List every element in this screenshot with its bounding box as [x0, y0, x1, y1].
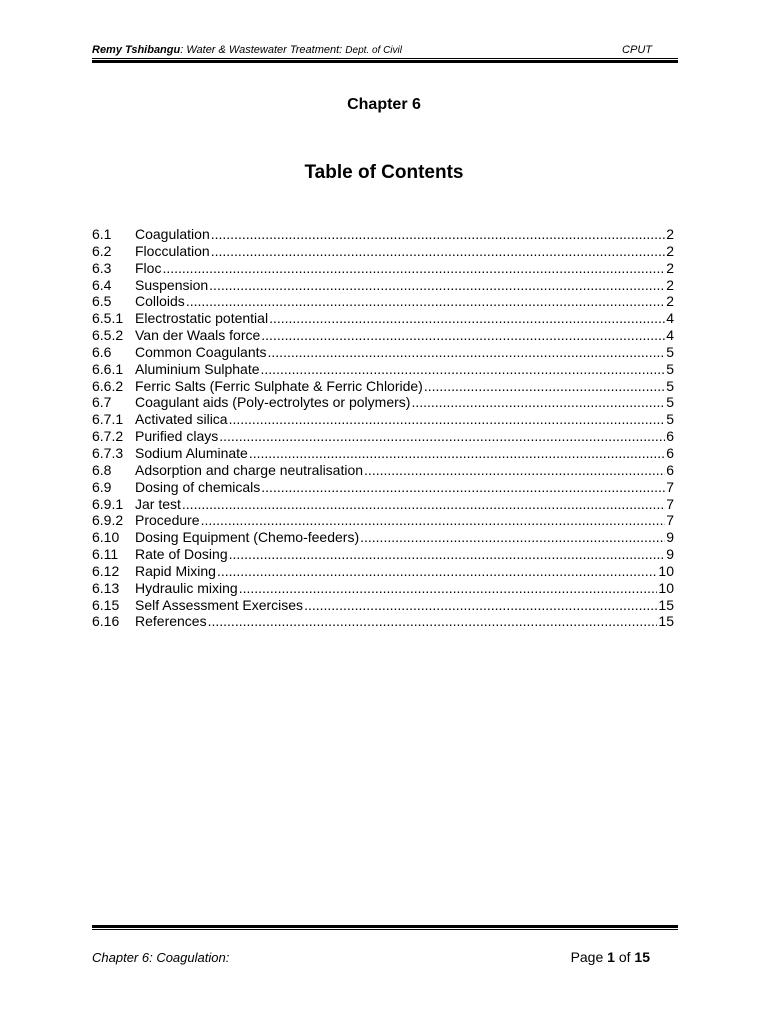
- toc-heading: Table of Contents: [304, 162, 464, 183]
- toc-entry: [92, 411, 674, 428]
- footer-chapter-label: Chapter 6: Coagulation: [92, 950, 226, 965]
- toc-entry-title: Ferric Salts (Ferric Sulphate & Ferric Chloride): [135, 377, 423, 394]
- toc-entry-page: 4: [666, 310, 674, 327]
- footer-chapter-suffix: :: [225, 950, 230, 965]
- toc-entry-title: Rate of Dosing: [135, 546, 228, 563]
- toc-entry-page: 2: [666, 276, 674, 293]
- toc-entry-page: 7: [666, 512, 674, 529]
- toc-entry-title: Procedure: [135, 512, 200, 529]
- toc-dot-leader: [239, 580, 658, 597]
- toc-entry-number: 6.5.1: [92, 310, 124, 327]
- page-total: 15: [634, 949, 650, 965]
- toc-entry-number: 6.6: [92, 343, 112, 360]
- toc-dot-leader: [162, 260, 665, 277]
- toc-entry-number: 6.11: [92, 546, 119, 563]
- toc-entry-title: Self Assessment Exercises: [135, 596, 304, 613]
- toc-entry-page: 5: [666, 360, 674, 377]
- toc-entry-page: 5: [666, 343, 674, 360]
- toc-dot-leader: [261, 479, 665, 496]
- toc-entry-number: 6.12: [92, 562, 120, 579]
- header-author: Remy Tshibangu: [92, 44, 181, 56]
- toc-entry-number: 6.16: [92, 613, 120, 630]
- header-rule: [92, 58, 678, 63]
- toc-entry: [92, 546, 674, 563]
- toc-entry: [92, 327, 674, 344]
- toc-entry-page: 5: [666, 411, 674, 428]
- toc-entry: [92, 260, 674, 277]
- toc-dot-leader: [229, 546, 666, 563]
- toc-entry: [92, 613, 674, 630]
- toc-entry-title: Coagulation: [135, 226, 210, 242]
- toc-entry-title: Flocculation: [135, 242, 210, 259]
- toc-entry-number: 6.4: [92, 276, 112, 293]
- toc-entry-page: 9: [666, 546, 674, 563]
- toc-entry-page: 5: [666, 394, 674, 411]
- toc-entry-number: 6.5: [92, 293, 112, 310]
- toc-entry-title: Dosing of chemicals: [135, 478, 261, 495]
- page-number: [571, 949, 650, 965]
- toc-entry-page: 15: [658, 613, 674, 630]
- toc-entry: [92, 310, 674, 327]
- toc-dot-leader: [209, 277, 665, 294]
- toc-entry: [92, 361, 674, 378]
- toc-entry-page: 2: [666, 259, 674, 276]
- toc-entry-title: Common Coagulants: [135, 343, 267, 360]
- page-footer: [92, 950, 650, 966]
- header-dept: Dept. of Civil: [345, 45, 402, 56]
- toc-entry-number: 6.7.3: [92, 444, 124, 461]
- toc-entry-page: 10: [658, 579, 674, 596]
- toc-entry-title: Adsorption and charge neutralisation: [135, 461, 364, 478]
- toc-entry-title: Purified clays: [135, 428, 219, 445]
- toc-dot-leader: [211, 243, 666, 260]
- toc-entry-title: Suspension: [135, 276, 209, 293]
- toc-entry: [92, 580, 674, 597]
- toc-entry-page: 2: [666, 293, 674, 310]
- toc-entry-page: 10: [658, 562, 674, 579]
- toc-entry-number: 6.6.1: [92, 360, 124, 377]
- toc-entry: [92, 512, 674, 529]
- toc-entry-title: Rapid Mixing: [135, 562, 216, 579]
- toc-entry: [92, 277, 674, 294]
- toc-dot-leader: [182, 496, 665, 513]
- toc-entry-title: Floc: [135, 259, 162, 276]
- toc-dot-leader: [201, 512, 666, 529]
- toc-entry: [92, 293, 674, 310]
- toc-entry-number: 6.7: [92, 394, 112, 411]
- toc-entry-number: 6.15: [92, 596, 120, 613]
- page-current: 1: [607, 949, 615, 965]
- toc-entry-title: Dosing Equipment (Chemo-feeders): [135, 529, 360, 546]
- toc-entry-number: 6.6.2: [92, 377, 124, 394]
- toc-entry-number: 6.3: [92, 259, 112, 276]
- toc-dot-leader: [219, 428, 665, 445]
- toc-dot-leader: [208, 613, 658, 630]
- toc-entry: [92, 597, 674, 614]
- toc-entry: [92, 344, 674, 361]
- toc-dot-leader: [217, 563, 657, 580]
- toc-entry-title: Hydraulic mixing: [135, 579, 238, 596]
- toc-entry-title: Colloids: [135, 293, 185, 310]
- toc-dot-leader: [229, 411, 666, 428]
- toc-dot-leader: [360, 529, 665, 546]
- toc-entry-page: 2: [666, 242, 674, 259]
- toc-entry-number: 6.10: [92, 529, 120, 546]
- toc-entry: [92, 563, 674, 580]
- toc-entry-number: 6.9.2: [92, 512, 124, 529]
- toc-entry: [92, 428, 674, 445]
- toc-entry-number: 6.2: [92, 242, 112, 259]
- toc-entry-title: References: [135, 613, 207, 630]
- toc-entry-title: Activated silica: [135, 411, 228, 428]
- toc-entry-page: 5: [666, 377, 674, 394]
- toc-dot-leader: [249, 445, 665, 462]
- toc-dot-leader: [261, 361, 666, 378]
- toc-dot-leader: [261, 327, 665, 344]
- toc-entry-number: 6.7.1: [92, 411, 124, 428]
- toc-entry-title: Van der Waals force: [135, 327, 261, 344]
- toc-entry-page: 6: [666, 428, 674, 445]
- toc-entry-number: 6.1: [92, 226, 112, 242]
- toc-entry: [92, 394, 674, 411]
- toc-entry-title: Jar test: [135, 495, 181, 512]
- toc-dot-leader: [211, 226, 665, 243]
- toc-entry-number: 6.5.2: [92, 327, 124, 344]
- toc-entry-page: 15: [658, 596, 674, 613]
- toc-entry-title: Coagulant aids (Poly-ectrolytes or polymers): [135, 394, 411, 411]
- toc-entry-title: Aluminium Sulphate: [135, 360, 260, 377]
- page-header: [92, 44, 678, 58]
- toc-entry-title: Sodium Aluminate: [135, 444, 248, 461]
- table-of-contents: [92, 226, 674, 630]
- toc-entry-page: 4: [666, 327, 674, 344]
- toc-entry: [92, 378, 674, 395]
- toc-entry: [92, 479, 674, 496]
- toc-entry: [92, 496, 674, 513]
- toc-dot-leader: [364, 462, 665, 479]
- header-institution: CPUT: [622, 44, 652, 56]
- toc-entry-number: 6.9: [92, 478, 112, 495]
- toc-dot-leader: [186, 293, 665, 310]
- header-title: : Water & Wastewater Treatment:: [180, 44, 346, 56]
- toc-dot-leader: [268, 344, 666, 361]
- page-of: of: [614, 949, 635, 965]
- toc-entry-page: 7: [666, 478, 674, 495]
- toc-entry: [92, 226, 674, 243]
- toc-entry-page: 7: [666, 495, 674, 512]
- toc-entry-page: 2: [666, 226, 674, 242]
- toc-entry-title: Electrostatic potential: [135, 310, 269, 327]
- toc-entry-page: 9: [666, 529, 674, 546]
- toc-entry: [92, 243, 674, 260]
- footer-rule: [92, 925, 678, 930]
- page-word: Page: [570, 949, 608, 965]
- toc-entry-number: 6.7.2: [92, 428, 124, 445]
- toc-dot-leader: [269, 310, 665, 327]
- toc-entry: [92, 529, 674, 546]
- toc-dot-leader: [424, 378, 665, 395]
- toc-entry-number: 6.8: [92, 461, 112, 478]
- toc-entry-number: 6.13: [92, 579, 120, 596]
- toc-entry: [92, 445, 674, 462]
- toc-entry: [92, 462, 674, 479]
- toc-dot-leader: [411, 394, 665, 411]
- toc-entry-page: 6: [666, 461, 674, 478]
- toc-dot-leader: [304, 597, 657, 614]
- chapter-heading: Chapter 6: [347, 96, 421, 113]
- toc-entry-page: 6: [666, 444, 674, 461]
- toc-entry-number: 6.9.1: [92, 495, 124, 512]
